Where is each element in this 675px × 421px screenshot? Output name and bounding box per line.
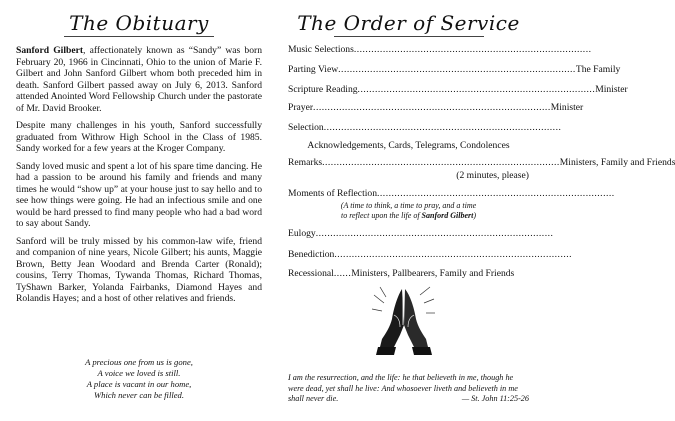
deceased-name: Sanford Gilbert: [16, 45, 84, 56]
reflection-note-1: (A time to think, a time to pray, and a time: [340, 201, 477, 210]
service-item-prayer: Prayer .................................................................................. Minister: [288, 102, 584, 113]
poem-line: A voice we loved is still.: [97, 368, 181, 378]
service-item-benediction: Benediction ..................................................................................: [288, 249, 573, 260]
leader-dots: ..................................................................................: [313, 102, 551, 113]
poem-line: A place is vacant in our home,: [86, 379, 192, 389]
obituary-paragraph-4: Sanford will be truly missed by his common-law wife, friend and companion of nine years, Nicole Gilbert; his aunts, Maggie Brown, Betty Jean Woodard and Brenda Carter (Ronald); cousins, Terry Thomas, Tywanda Thomas, Richard Thomas, TyShawn Barker, Yolanda Fairbanks, Diamond Hayes and Rolandis Hayes; and a host of other relatives and friends.: [16, 235, 262, 304]
obituary-paragraph-1: Sanford Gilbert, affectionately known as “Sandy” was born February 20, 1966 in Cincinnati, Ohio to the union of Marie F. Gilbert and John Sanford Gilbert whom both preceded him in death. Sanford Gilbert passed away on July 6, 2013. Sanford attended Anointed Word Fellowship Church under the pastorate of Mr. David Brooker.: [16, 45, 262, 114]
leader-dots: ..................................................................................: [334, 249, 573, 260]
leader-dots: ..................................................................................: [315, 228, 554, 239]
praying-hands-graphic: [372, 285, 436, 355]
service-item-selection: Selection ..................................................................................: [288, 122, 562, 133]
poem-line: A precious one from us is gone,: [85, 357, 193, 367]
leader-dots: ..................................................................................: [353, 44, 592, 55]
obituary-paragraph-3: Sandy loved music and spent a lot of his spare time dancing. He had a passion to be around his family and friends and many times he would “show up” at your house just to say hello and to see how things were going. He had an infectious smile and one would be hard pressed to find many people who had a bad word to say about Sandy.: [16, 160, 262, 229]
service-item-reflection: Moments of Reflection ..................................................................................: [288, 188, 615, 199]
service-item-parting-view: Parting View .................................................................................. The Family: [288, 64, 621, 75]
service-item-recessional: Recessional ...... Ministers, Pallbearers, Family and Friends: [288, 268, 515, 279]
obituary-column: [16, 0, 262, 400]
praying-hands-icon: [372, 285, 436, 355]
remarks-note: (2 minutes, please): [456, 170, 529, 181]
reflection-note-2: to reflect upon the life of Sanford Gilbert): [340, 211, 477, 220]
leader-dots: ......: [333, 268, 352, 279]
service-item-eulogy: Eulogy ..................................................................................: [288, 228, 554, 239]
service-item-scripture: Scripture Reading .................................................................................. Minister: [288, 84, 628, 95]
leader-dots: ..................................................................................: [322, 157, 560, 168]
leader-dots: ..................................................................................: [377, 188, 615, 199]
service-item-music: Music Selections ..................................................................................: [288, 44, 592, 55]
memorial-poem: [16, 357, 262, 401]
service-item-remarks: Remarks .................................................................................. Ministers, Family and Friends: [288, 157, 675, 168]
scripture-verse: I am the resurrection, and the life: he that believeth in me, though he were dead, yet shall he live: And whosoever liveth and believeth in me shall never die. — St. John 11:25-26: [288, 373, 529, 403]
service-title: The Order of Service: [297, 11, 520, 35]
leader-dots: ..................................................................................: [357, 84, 596, 95]
poem-line: Which never can be filled.: [94, 390, 184, 400]
title-underline: [334, 36, 484, 37]
order-of-service-column: [288, 0, 675, 421]
selection-detail: Acknowledgements, Cards, Telegrams, Condolences: [307, 140, 510, 151]
leader-dots: ..................................................................................: [338, 64, 576, 75]
verse-reference: — St. John 11:25-26: [461, 394, 529, 403]
obituary-paragraph-2: Despite many challenges in his youth, Sanford successfully graduated from Withrow High School in the Class of 1985. Sandy worked for a few years at the Kroger Company.: [16, 120, 262, 154]
leader-dots: ..................................................................................: [323, 122, 562, 133]
title-underline: [64, 36, 214, 37]
obituary-title: The Obituary: [16, 11, 262, 37]
